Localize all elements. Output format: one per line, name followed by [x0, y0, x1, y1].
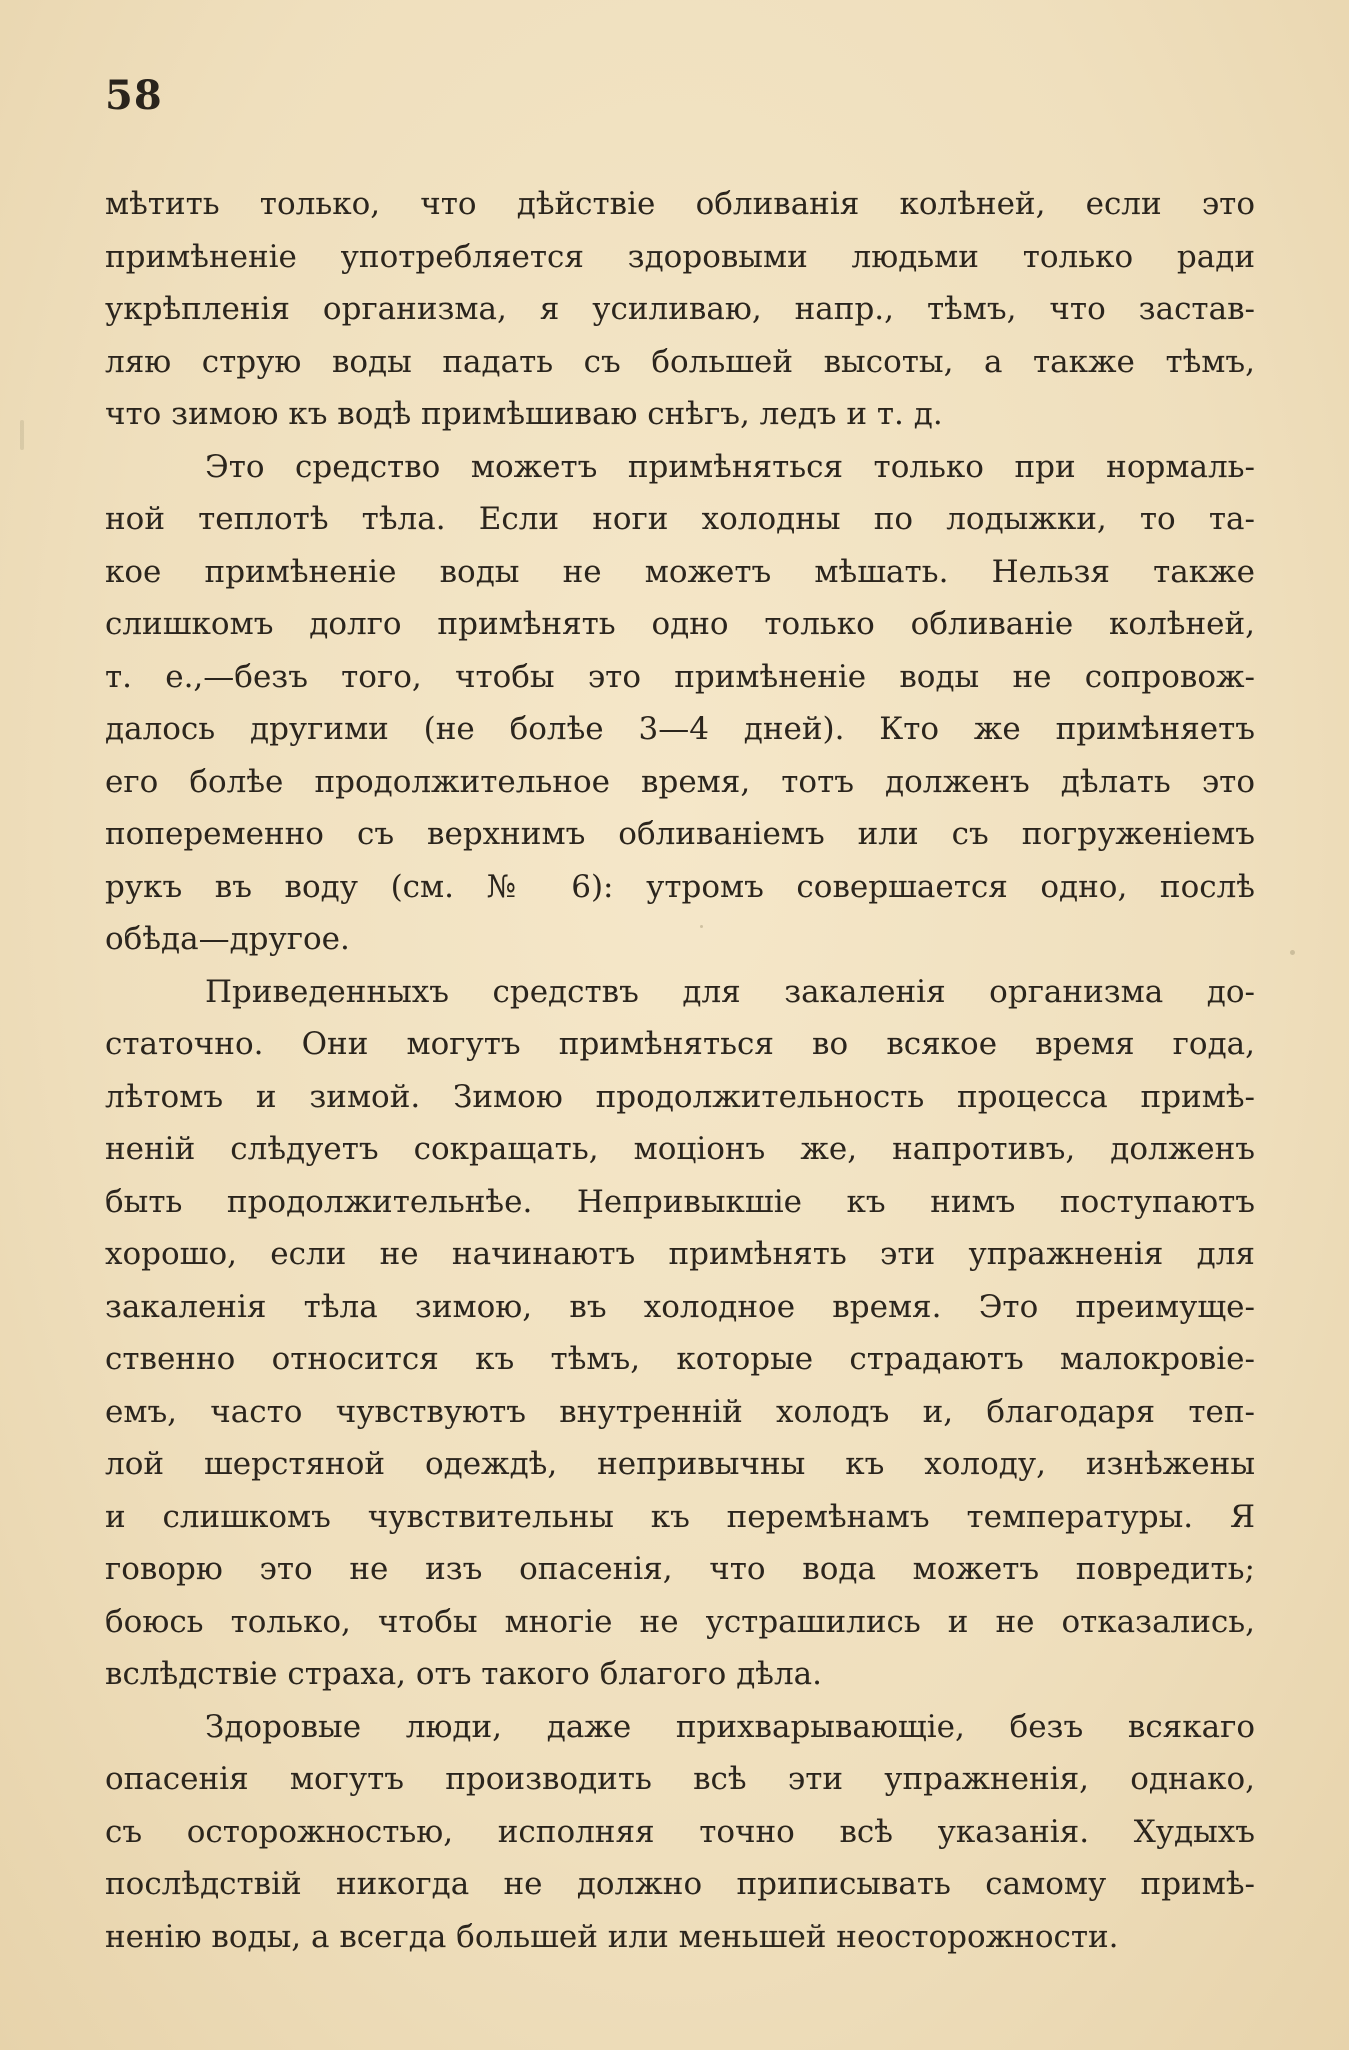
text-line: Это средство можетъ примѣняться только при нормаль-: [205, 448, 1255, 485]
text-line: примѣненіе употребляется здоровыми людьми только ради: [105, 238, 1255, 275]
text-line: что зимою къ водѣ примѣшиваю снѣгъ, ледъ и т. д.: [105, 396, 943, 432]
text-line: слишкомъ долго примѣнять одно только обливаніе колѣней,: [105, 606, 1255, 642]
text-line: съ осторожностью, исполняя точно всѣ указанія. Худыхъ: [105, 1813, 1255, 1850]
paper-speck: [1290, 950, 1295, 955]
paragraph: [105, 441, 1255, 966]
text-line: лой шерстяной одеждѣ, непривычны къ холоду, изнѣжены: [105, 1446, 1255, 1482]
text-line: ственно относится къ тѣмъ, которые страдаютъ малокровіе-: [105, 1341, 1255, 1377]
text-line: т. е.,—безъ того, чтобы это примѣненіе воды не сопровож-: [105, 658, 1255, 695]
text-line: укрѣпленія организма, я усиливаю, напр., тѣмъ, что застав-: [105, 291, 1255, 327]
text-line: неній слѣдуетъ сокращать, моціонъ же, напротивъ, долженъ: [105, 1131, 1255, 1167]
paragraph: [105, 1701, 1255, 1964]
text-line: кое примѣненіе воды не можетъ мѣшать. Нельзя также: [105, 553, 1255, 590]
text-line: боюсь только, чтобы многіе не устрашились и не отказались,: [105, 1603, 1255, 1640]
text-line: статочно. Они могутъ примѣняться во всякое время года,: [105, 1026, 1255, 1062]
text-line: закаленія тѣла зимою, въ холодное время. Это преимуще-: [105, 1288, 1255, 1325]
text-line: и слишкомъ чувствительны къ перемѣнамъ температуры. Я: [105, 1498, 1255, 1535]
paragraph: [105, 966, 1255, 1701]
text-line: лѣтомъ и зимой. Зимою продолжительность процесса примѣ-: [105, 1078, 1255, 1115]
text-line: Приведенныхъ средствъ для закаленія организма до-: [205, 973, 1255, 1010]
paragraph: [105, 178, 1255, 441]
text-line: ляю струю воды падать съ большей высоты, а также тѣмъ,: [105, 343, 1255, 380]
text-line: вслѣдствіе страха, отъ такого благого дѣла.: [105, 1656, 823, 1692]
text-line: хорошо, если не начинаютъ примѣнять эти упражненія для: [105, 1236, 1255, 1272]
text-line: Здоровые люди, даже прихварывающіе, безъ всякаго: [205, 1708, 1255, 1745]
text-line: его болѣе продолжительное время, тотъ долженъ дѣлать это: [105, 763, 1255, 800]
text-line: рукъ въ воду (см. № 6): утромъ совершается одно, послѣ: [105, 868, 1255, 905]
text-line: обѣда—другое.: [105, 921, 350, 957]
text-line: мѣтить только, что дѣйствіе обливанія колѣней, если это: [105, 186, 1255, 222]
text-line: ной теплотѣ тѣла. Если ноги холодны по лодыжки, то та-: [105, 501, 1255, 537]
text-line: говорю это не изъ опасенія, что вода можетъ повредить;: [105, 1551, 1255, 1587]
paper-speck: [700, 925, 703, 928]
body-text: [105, 178, 1255, 1963]
text-line: быть продолжительнѣе. Непривыкшіе къ нимъ поступаютъ: [105, 1183, 1255, 1220]
text-line: ненію воды, а всегда большей или меньшей неосторожности.: [105, 1918, 1119, 1955]
text-line: далось другими (не болѣе 3—4 дней). Кто же примѣняетъ: [105, 711, 1255, 747]
page-number: 58: [105, 72, 163, 119]
text-line: опасенія могутъ производить всѣ эти упражненія, однако,: [105, 1761, 1255, 1797]
text-line: попеременно съ верхнимъ обливаніемъ или съ погруженіемъ: [105, 816, 1255, 852]
text-line: послѣдствій никогда не должно приписывать самому примѣ-: [105, 1866, 1255, 1902]
paper-speck: [20, 420, 24, 450]
text-line: емъ, часто чувствуютъ внутренній холодъ и, благодаря теп-: [105, 1393, 1255, 1430]
